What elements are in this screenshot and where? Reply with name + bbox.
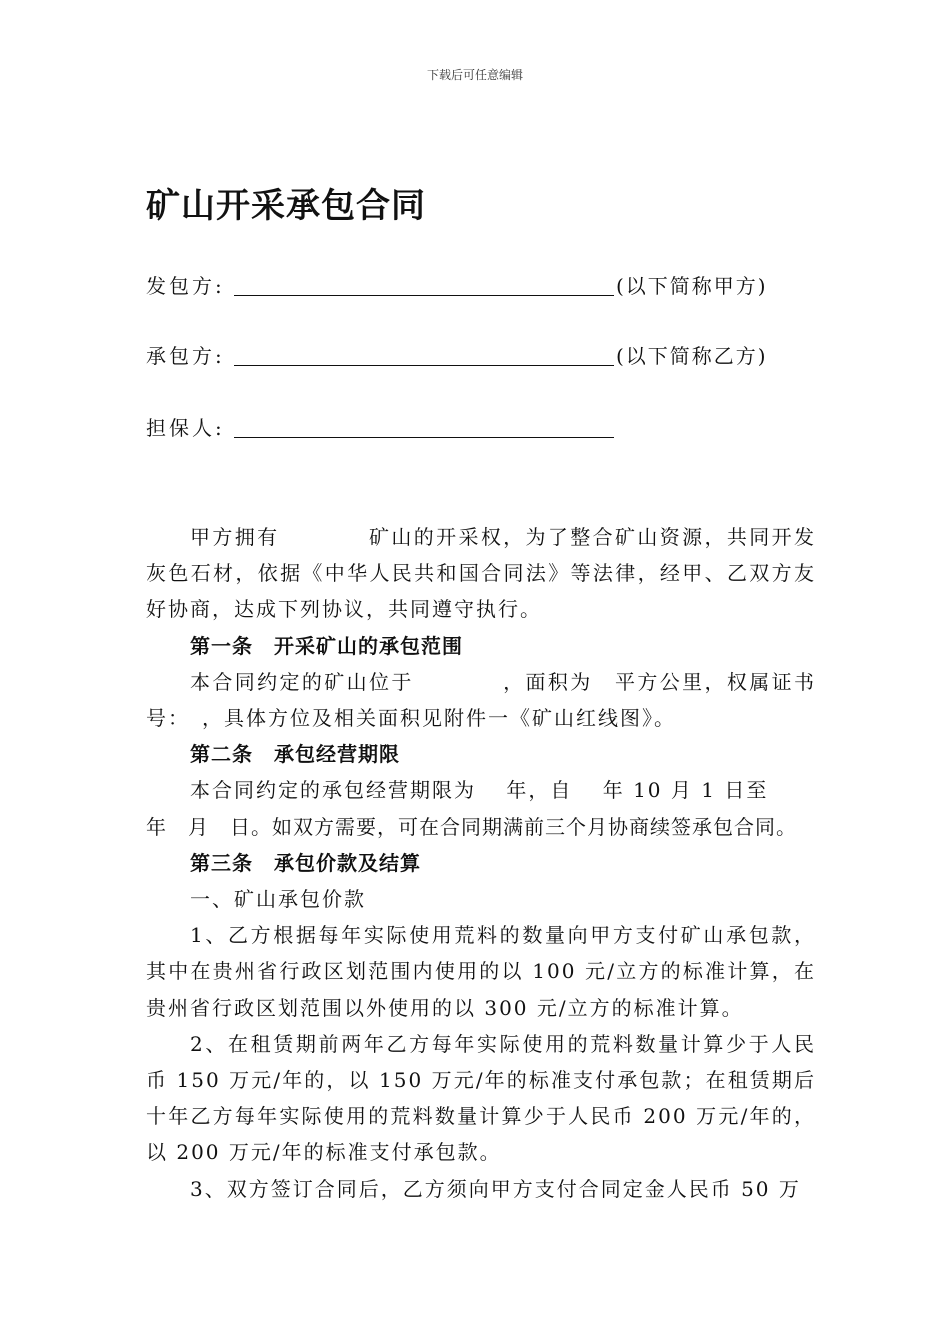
paragraph: 一、矿山承包价款: [190, 887, 366, 912]
party-suffix: (以下简称乙方): [616, 344, 768, 368]
paragraph: 本合同约定的矿山位于 ，面积为 平方公里，权属证书号： ，具体方位及相关面积见附件一《矿山红线图》。: [146, 669, 816, 731]
party-guarantor-row: [146, 412, 826, 444]
party-suffix: (以下简称甲方): [616, 274, 768, 298]
paragraph: 甲方拥有 矿山的开采权，为了整合矿山资源，共同开发灰色石材，依据《中华人民共和国合同法》等法律，经甲、乙双方友好协商，达成下列协议，共同遵守执行。: [146, 525, 816, 622]
party-employer-row: [146, 270, 826, 302]
contract-body: [146, 519, 816, 1207]
party-contractor-row: [146, 340, 826, 372]
paragraph: 年 月 日。如双方需要，可在合同期满前三个月协商续签承包合同。: [146, 814, 797, 839]
party-label: 担保人:: [146, 416, 225, 440]
article-heading: 第三条 承包价款及结算: [190, 850, 421, 875]
blank-line: [234, 273, 614, 296]
party-label: 承包方:: [146, 344, 225, 368]
paragraph: 2、在租赁期前两年乙方每年实际使用的荒料数量计算少于人民币 150 万元/年的，以 150 万元/年的标准支付承包款；在租赁期后十年乙方每年实际使用的荒料数量计算少于人民币 200 万元/年的，以 200 万元/年的标准支付承包款。: [146, 1031, 816, 1165]
paragraph: 1、乙方根据每年实际使用荒料的数量向甲方支付矿山承包款，其中在贵州省行政区划范围内使用的以 100 元/立方的标准计算，在贵州省行政区划范围以外使用的以 300 元/立方的标准计算。: [146, 923, 816, 1020]
party-label: 发包方:: [146, 274, 225, 298]
blank-line: [234, 415, 614, 438]
article-heading: 第二条 承包经营期限: [190, 742, 400, 767]
header-note: 下载后可任意编辑: [426, 68, 523, 82]
paragraph: 本合同约定的承包经营期限为 年，自 年 10 月 1 日至: [190, 778, 769, 803]
article-heading: 第一条 开采矿山的承包范围: [190, 633, 463, 658]
document-title: 矿山开采承包合同: [146, 186, 426, 226]
paragraph: 3、双方签订合同后，乙方须向甲方支付合同定金人民币 50 万: [190, 1176, 801, 1201]
blank-line: [234, 343, 614, 366]
